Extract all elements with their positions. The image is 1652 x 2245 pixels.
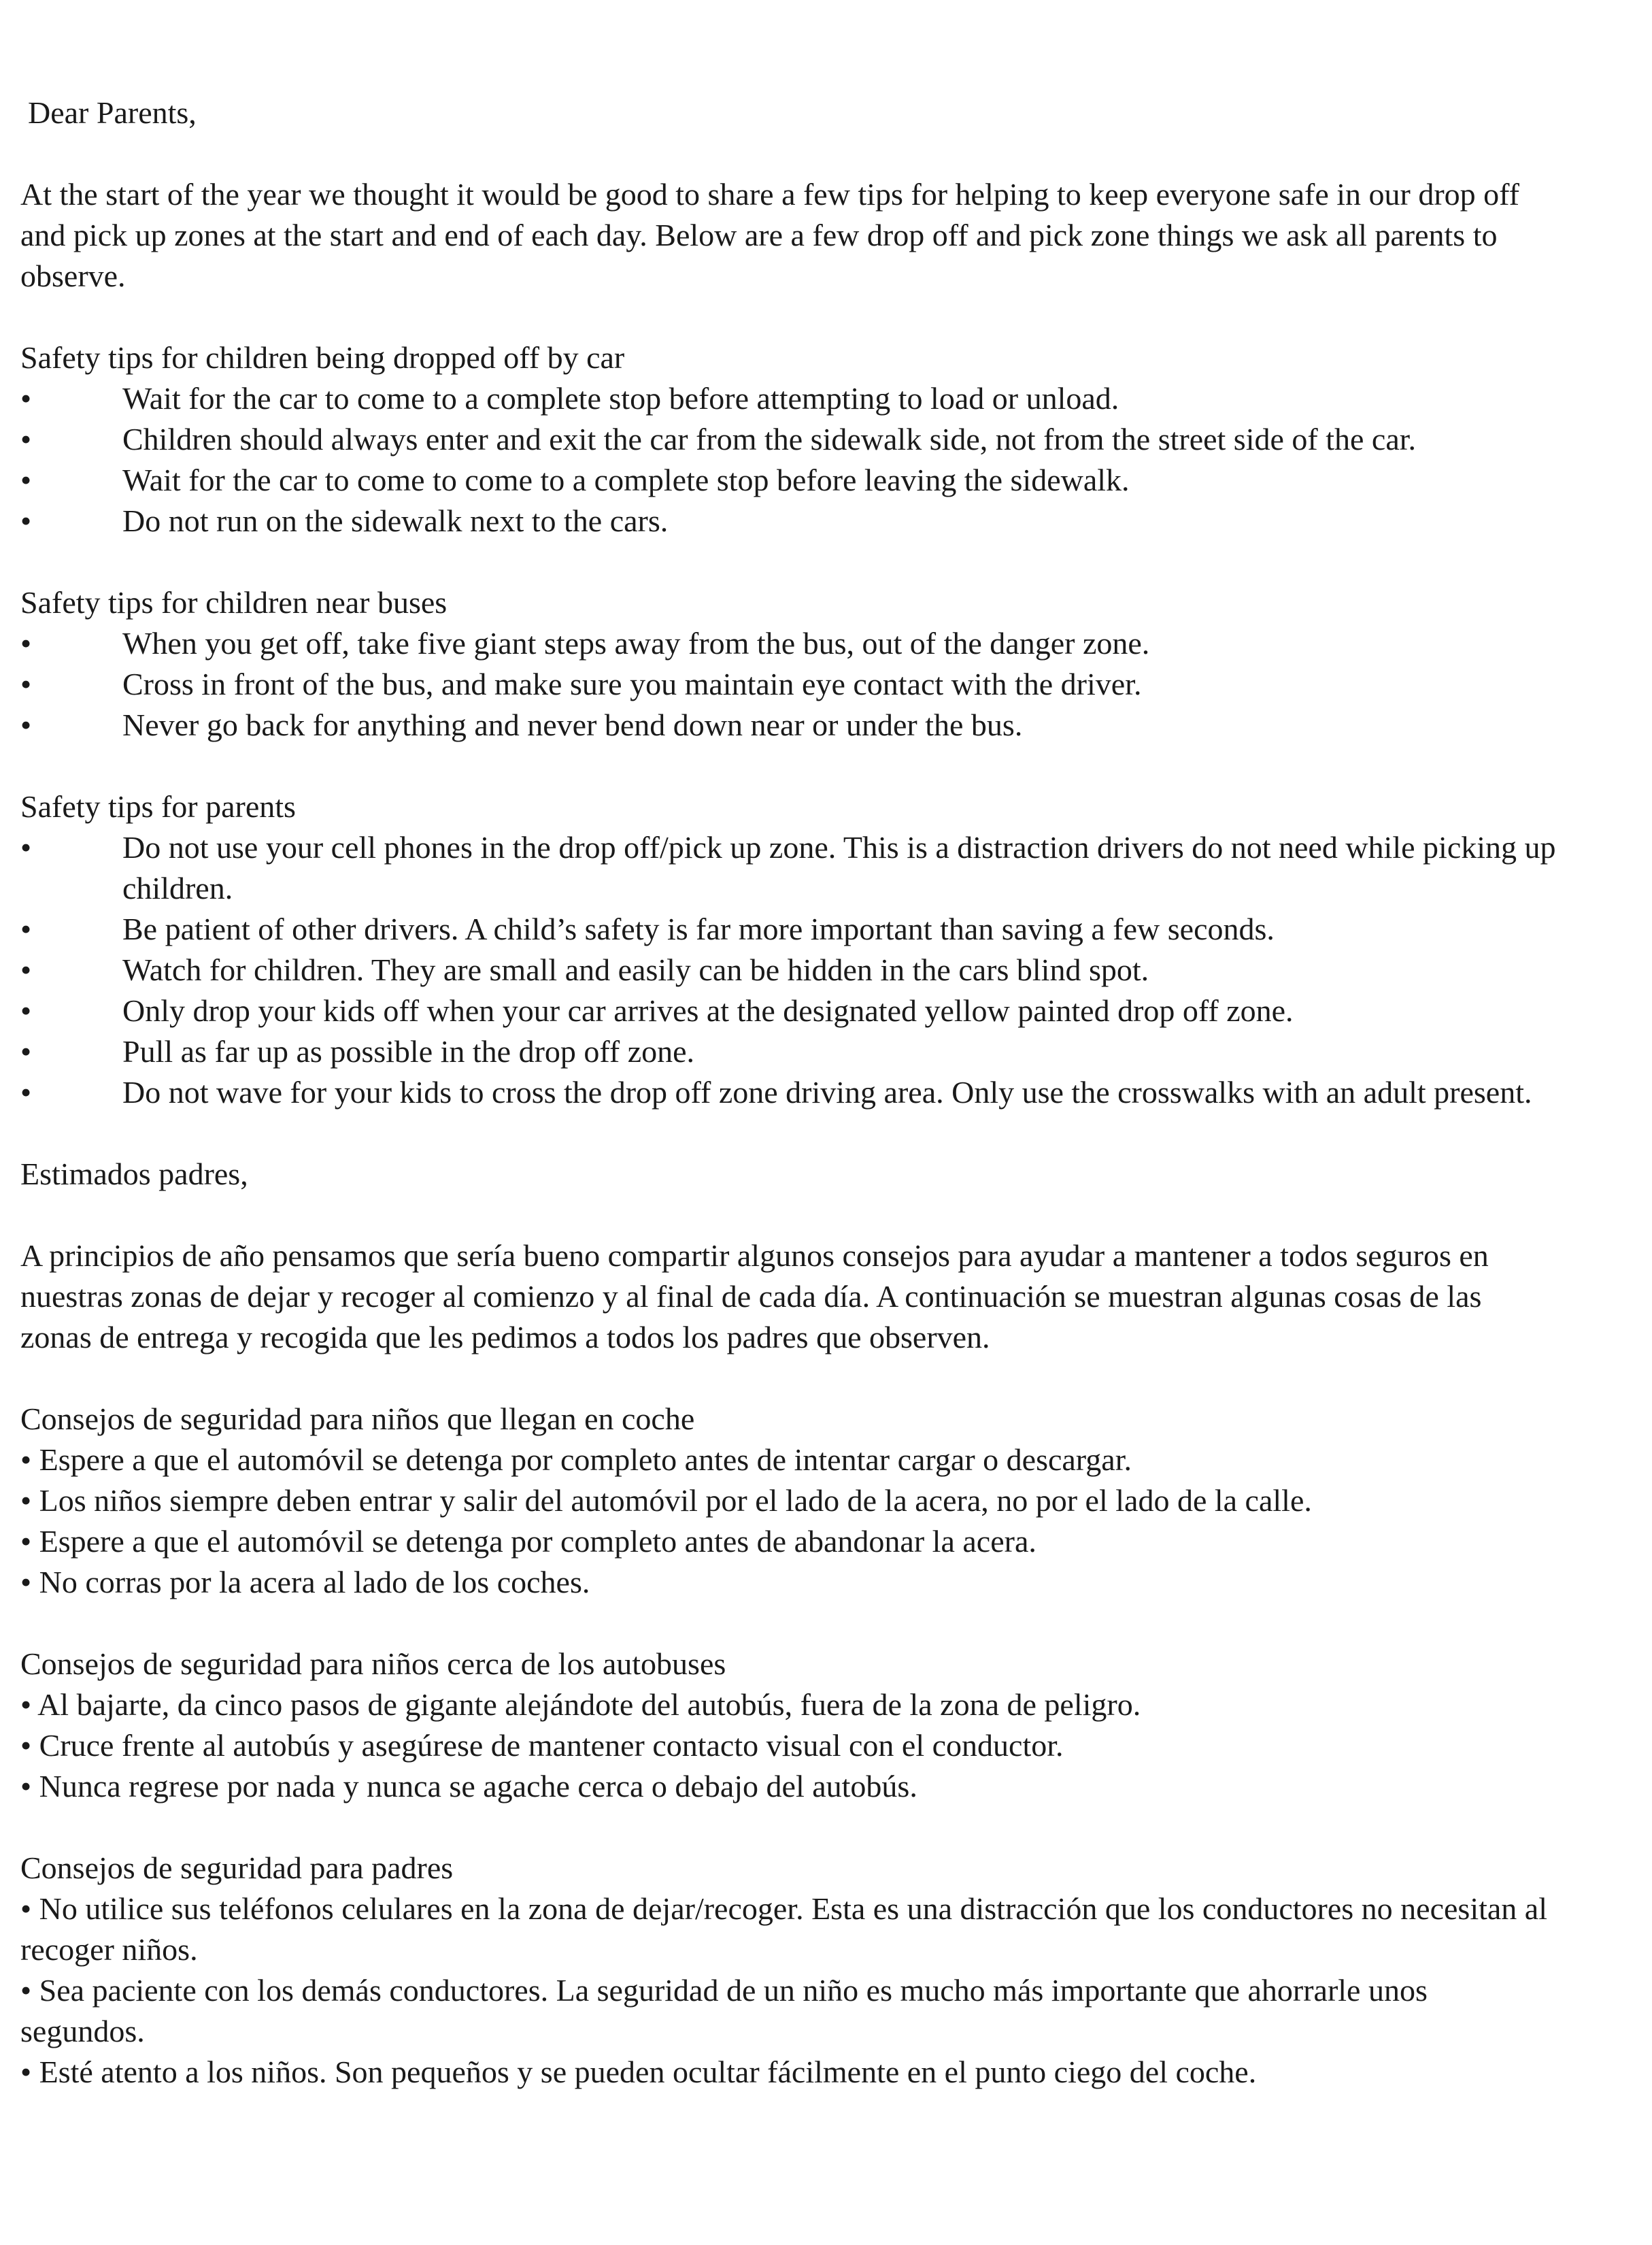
- list-item-text: Do not use your cell phones in the drop off/pick up zone. This is a distraction drivers do not need while picking up children.: [122, 830, 1556, 905]
- list-item: [20, 419, 1557, 460]
- list-item-text: Watch for children. They are small and easily can be hidden in the cars blind spot.: [122, 952, 1149, 987]
- list-item-text: Wait for the car to come to come to a complete stop before leaving the sidewalk.: [122, 463, 1130, 497]
- bullet-icon: •: [20, 1075, 32, 1110]
- list-item-text: Never go back for anything and never bend down near or under the bus.: [122, 708, 1023, 742]
- list-item: • Los niños siempre deben entrar y salir del automóvil por el lado de la acera, no por el lado de la calle.: [20, 1483, 1312, 1518]
- bullet-icon: •: [20, 626, 32, 661]
- greeting-spanish: Estimados padres,: [20, 1157, 248, 1191]
- section-parents: [20, 786, 1557, 1113]
- list-item: [20, 1031, 1557, 1072]
- bullet-icon: •: [20, 503, 32, 538]
- list-item: [20, 1072, 1557, 1113]
- list-item: [20, 909, 1557, 950]
- list-item: • No utilice sus teléfonos celulares en la zona de dejar/recoger. Esta es una distracción que los conductores no necesitan al recoger niños.: [20, 1891, 1547, 1967]
- list-item: • Espere a que el automóvil se detenga por completo antes de abandonar la acera.: [20, 1524, 1036, 1559]
- list-item: • No corras por la acera al lado de los coches.: [20, 1565, 590, 1599]
- section-buses: [20, 582, 1557, 746]
- list-item: • Al bajarte, da cinco pasos de gigante alejándote del autobús, fuera de la zona de peligro.: [20, 1687, 1141, 1722]
- greeting-english: Dear Parents,: [28, 95, 197, 130]
- list-item: • Sea paciente con los demás conductores. La seguridad de un niño es mucho más importante que ahorrarle unos segundos.: [20, 1973, 1428, 2048]
- list-item: [20, 623, 1557, 664]
- list-item: [20, 460, 1557, 501]
- list-item: [20, 827, 1557, 909]
- bullet-icon: •: [20, 381, 32, 416]
- list-item-text: When you get off, take five giant steps away from the bus, out of the danger zone.: [122, 626, 1150, 661]
- bullet-icon: •: [20, 912, 32, 946]
- list-item: [20, 378, 1557, 419]
- section-heading: Consejos de seguridad para niños cerca de los autobuses: [20, 1646, 726, 1681]
- bullet-icon: •: [20, 952, 32, 987]
- bullet-icon: •: [20, 993, 32, 1028]
- intro-english: At the start of the year we thought it would be good to share a few tips for helping to keep everyone safe in our drop off and pick up zones at the start and end of each day. Below are a few drop off and pick zone things we ask all parents to observe.: [20, 177, 1519, 293]
- list-item-text: Wait for the car to come to a complete stop before attempting to load or unload.: [122, 381, 1119, 416]
- seccion-autobuses: [20, 1644, 1557, 1807]
- bullet-icon: •: [20, 1034, 32, 1069]
- list-item-text: Do not run on the sidewalk next to the cars.: [122, 503, 669, 538]
- list-item: • Cruce frente al autobús y asegúrese de mantener contacto visual con el conductor.: [20, 1728, 1064, 1763]
- bullet-icon: •: [20, 708, 32, 742]
- section-heading: Safety tips for parents: [20, 789, 296, 824]
- list-item: [20, 664, 1557, 705]
- list-item: [20, 991, 1557, 1031]
- section-heading: Consejos de seguridad para niños que llegan en coche: [20, 1401, 695, 1436]
- bullet-icon: •: [20, 830, 32, 865]
- seccion-padres: [20, 1848, 1557, 2093]
- list-item: [20, 705, 1557, 746]
- list-item: • Espere a que el automóvil se detenga por completo antes de intentar cargar o descargar.: [20, 1442, 1132, 1477]
- list-item-text: Cross in front of the bus, and make sure you maintain eye contact with the driver.: [122, 667, 1142, 701]
- section-heading: Consejos de seguridad para padres: [20, 1850, 454, 1885]
- list-item-text: Pull as far up as possible in the drop off zone.: [122, 1034, 695, 1069]
- list-item-text: Be patient of other drivers. A child’s safety is far more important than saving a few seconds.: [122, 912, 1275, 946]
- list-item-text: Children should always enter and exit the car from the sidewalk side, not from the street side of the car.: [122, 422, 1417, 456]
- section-heading: Safety tips for children being dropped off by car: [20, 340, 625, 375]
- bullet-icon: •: [20, 667, 32, 701]
- bullet-icon: •: [20, 422, 32, 456]
- section-heading: Safety tips for children near buses: [20, 585, 448, 620]
- seccion-coche: [20, 1399, 1557, 1603]
- intro-spanish: A principios de año pensamos que sería bueno compartir algunos consejos para ayudar a mantener a todos seguros en nuestras zonas de dejar y recoger al comienzo y al final de cada día. A continuación se muestran algunas cosas de las zonas de entrega y recogida que les pedimos a todos los padres que observen.: [20, 1238, 1489, 1354]
- list-item: • Esté atento a los niños. Son pequeños y se pueden ocultar fácilmente en el punto ciego del coche.: [20, 2055, 1257, 2089]
- list-item-text: Do not wave for your kids to cross the drop off zone driving area. Only use the crosswalks with an adult present.: [122, 1075, 1532, 1110]
- section-car-dropoff: [20, 337, 1557, 542]
- list-item: [20, 501, 1557, 542]
- bullet-icon: •: [20, 463, 32, 497]
- list-item-text: Only drop your kids off when your car arrives at the designated yellow painted drop off zone.: [122, 993, 1294, 1028]
- list-item: • Nunca regrese por nada y nunca se agache cerca o debajo del autobús.: [20, 1769, 917, 1803]
- list-item: [20, 950, 1557, 991]
